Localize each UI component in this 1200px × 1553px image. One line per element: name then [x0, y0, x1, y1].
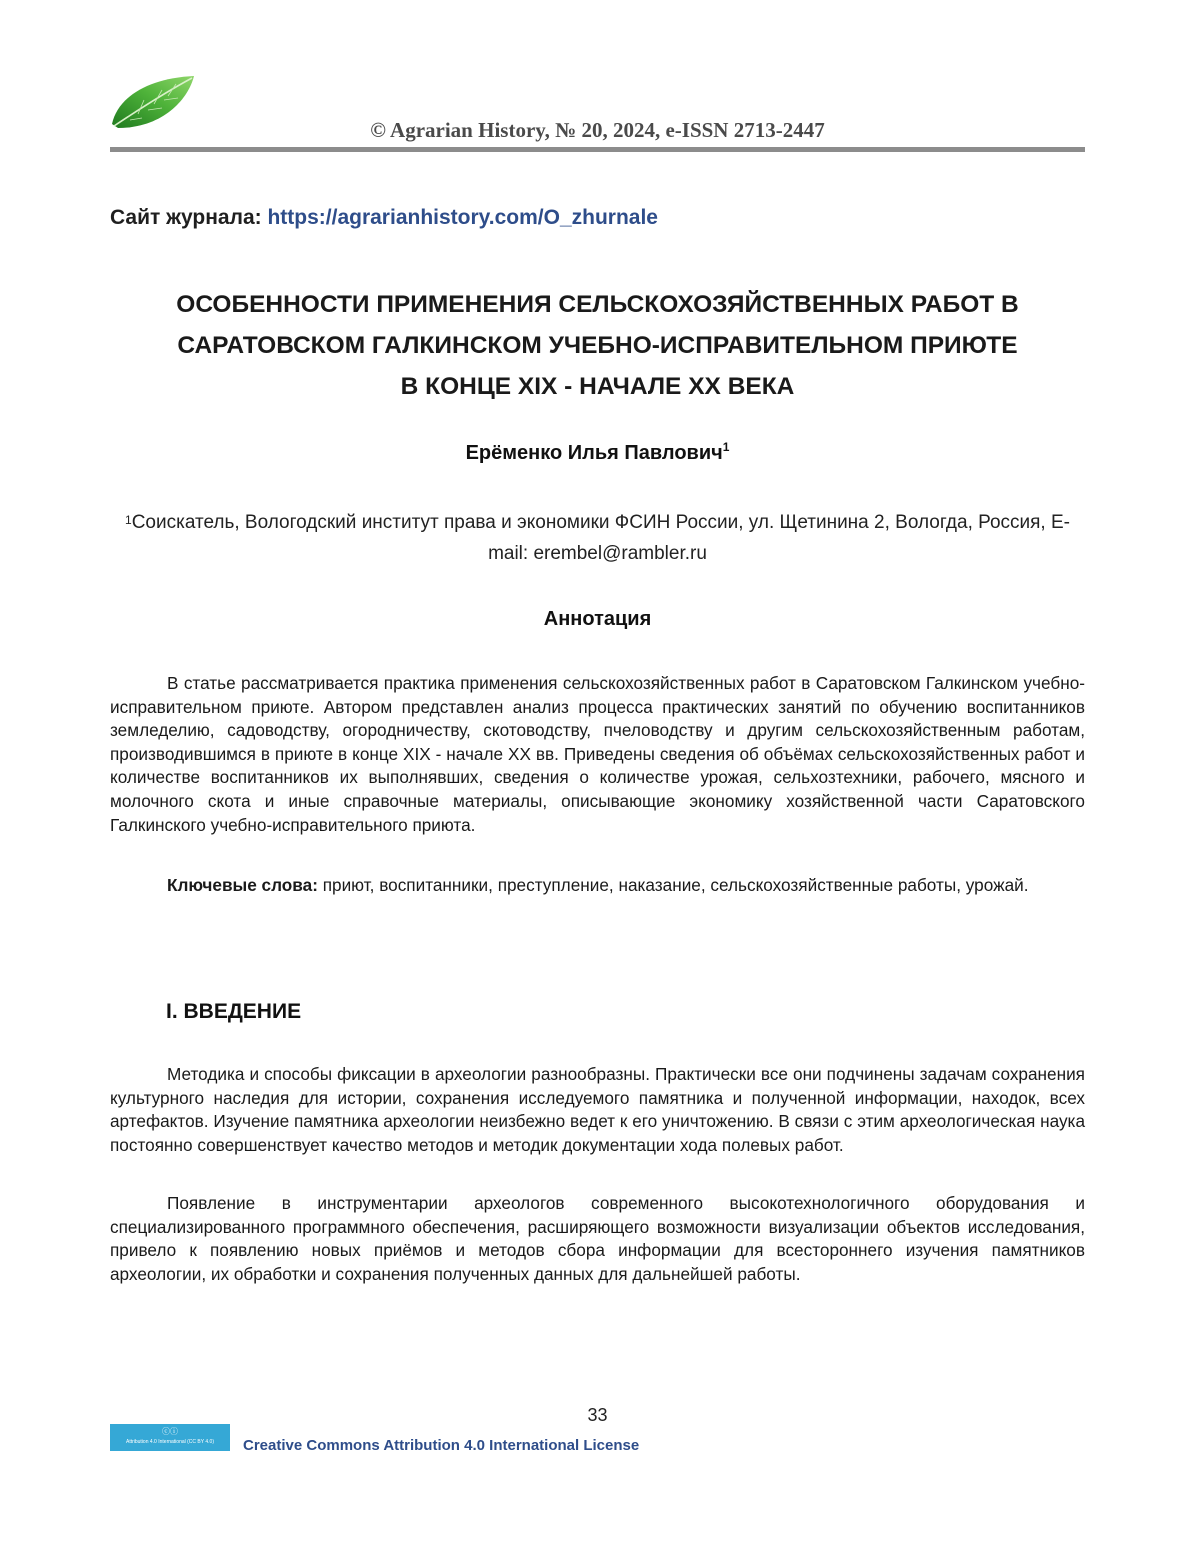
cc-icon: ⓒⓘ: [162, 1427, 178, 1436]
abstract-text: В статье рассматривается практика применения сельскохозяйственных работ в Саратовском Галкинском учебно-исправительном приюте. Автором представлен анализ процесса практических занятий по обучению воспитанников земледелию, садоводству, огородничеству, скотоводству, пчеловодству и другим сельскохозяйственным работам, производившимся в приюте в конце XIX - начале XX вв. Приведены сведения об объёмах сельскохозяйственных работ и количестве воспитанников их выполнявших, сведения о количестве урожая, сельхозтехники, рабочего, мясного и молочного скота и иные справочные материалы, описывающие экономику хозяйственной части Саратовского Галкинского учебно-исправительного приюта.: [110, 673, 1085, 835]
affiliation-superscript: 1: [125, 513, 132, 527]
cc-license-badge[interactable]: [110, 1424, 230, 1451]
keywords-label: Ключевые слова:: [167, 875, 318, 895]
cc-badge-text: Attribution 4.0 International (CC BY 4.0): [125, 1439, 214, 1445]
author-name: [110, 442, 1085, 465]
site-url-link[interactable]: https://agrarianhistory.com/O_zhurnale: [267, 206, 658, 229]
header-rule: [110, 147, 1085, 152]
page-number: 33: [587, 1405, 608, 1425]
body-paragraph: Методика и способы фиксации в археологии разнообразны. Практически все они подчинены задачам сохранения культурного наследия для истории, сохранения исследуемого памятника и полученной информации, находок, всех артефактов. Изучение памятника археологии неизбежно ведет к его уничтожению. В связи с этим археологическая наука постоянно совершенствует качество методов и методик документации хода полевых работ.: [110, 1064, 1085, 1155]
keywords: [110, 874, 1085, 898]
article-title: [110, 284, 1085, 407]
keywords-text: приют, воспитанники, преступление, наказание, сельскохозяйственные работы, урожай.: [322, 875, 1029, 895]
title-line: САРАТОВСКОМ ГАЛКИНСКОМ УЧЕБНО-ИСПРАВИТЕЛЬНОМ ПРИЮТЕ: [177, 332, 1018, 359]
title-line: ОСОБЕННОСТИ ПРИМЕНЕНИЯ СЕЛЬСКОХОЗЯЙСТВЕННЫХ РАБОТ В: [176, 291, 1019, 318]
affiliation-text: Соискатель, Вологодский институт права и экономики ФСИН России, ул. Щетинина 2, Вологда, Россия, E-mail: erembel@rambler.ru: [131, 512, 1070, 564]
site-label: Сайт журнала:: [110, 206, 262, 229]
license-link[interactable]: Creative Commons Attribution 4.0 International License: [243, 1437, 640, 1454]
title-line: В КОНЦЕ XIX - НАЧАЛЕ XX ВЕКА: [400, 373, 795, 400]
abstract-heading: Аннотация: [543, 608, 652, 630]
journal-site-line: [110, 206, 658, 230]
author-superscript: 1: [722, 440, 730, 454]
author-name-text: Ерёменко Илья Павлович: [465, 442, 723, 464]
journal-header: © Agrarian History, № 20, 2024, e-ISSN 2713-2447: [370, 118, 825, 142]
author-affiliation: [110, 507, 1085, 569]
section-heading-introduction: I. ВВЕДЕНИЕ: [166, 1000, 302, 1023]
body-paragraph: Появление в инструментарии археологов современного высокотехнологичного оборудования и специализированного программного обеспечения, расширяющего возможности визуализации объектов исследования, привело к появлению новых приёмов и методов сбора информации для всестороннего изучения памятников археологии, их обработки и сохранения полученных данных для дальнейшей работы.: [110, 1193, 1085, 1284]
